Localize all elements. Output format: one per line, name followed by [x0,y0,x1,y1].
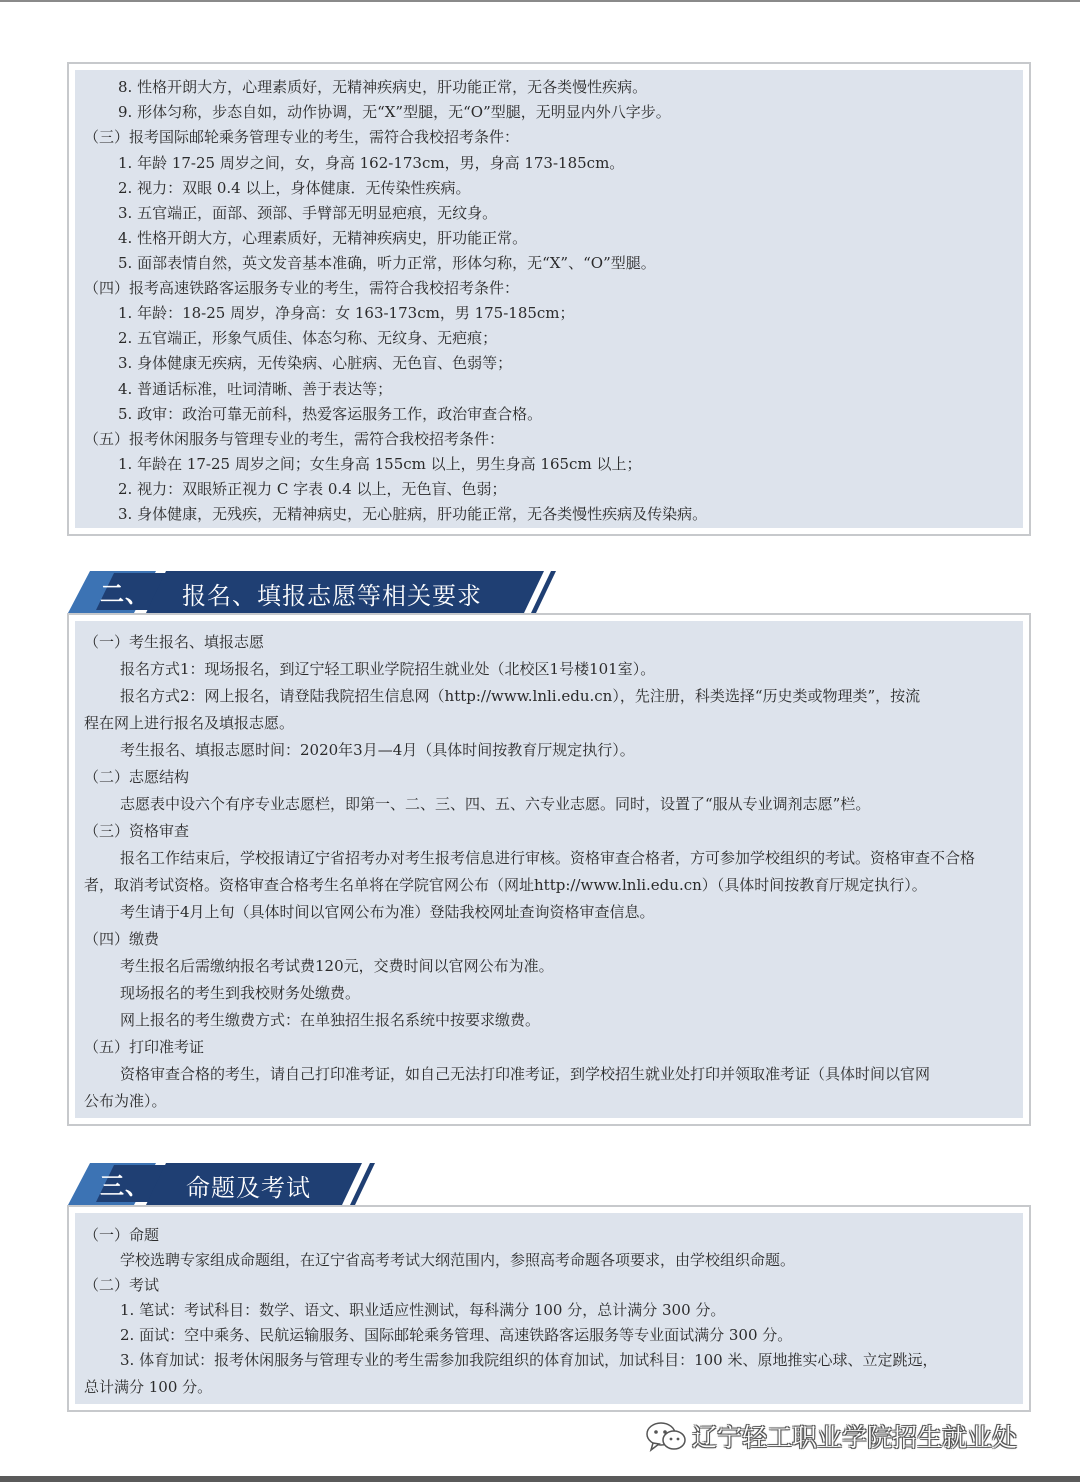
text-line: 网上报名的考生缴费方式：在单独招生报名系统中按要求缴费。 [120,1011,541,1029]
text-line: 1. 年龄：18-25 周岁，净身高：女 163-173cm，男 175-185cm； [118,304,575,322]
section-title: 命题及考试 [186,1174,311,1202]
text-line: 程在网上进行报名及填报志愿。 [84,714,295,732]
text-line: 2. 面试：空中乘务、民航运输服务、国际邮轮乘务管理、高速铁路客运服务等专业面试满分 300 分。 [120,1326,793,1344]
section-banner-3 [68,1160,378,1206]
bottom-border-line [0,1476,1080,1482]
text-line: 1. 年龄在 17-25 周岁之间；女生身高 155cm 以上，男生身高 165cm 以上； [118,455,642,473]
text-line: 5. 面部表情自然，英文发音基本准确，听力正常，形体匀称，无“X”、“O”型腿。 [118,254,656,272]
subsection-heading: （一）考生报名、填报志愿 [84,633,265,651]
section-number: 三、 [100,1172,150,1200]
text-line: 志愿表中设六个有序专业志愿栏，即第一、二、三、四、五、六专业志愿。同时，设置了“服从专业调剂志愿”栏。 [120,795,871,813]
text-line: 1. 笔试：考试科目：数学、语文、职业适应性测试，每科满分 100 分，总计满分 300 分。 [120,1301,726,1319]
text-line: 5. 政审：政治可靠无前科，热爱客运服务工作，政治审查合格。 [118,405,543,423]
text-line: 资格审查合格的考生，请自己打印准考证，如自己无法打印准考证，到学校招生就业处打印并领取准考证（具体时间以官网 [120,1065,931,1083]
subsection-heading: （三）报考国际邮轮乘务管理专业的考生，需符合我校招考条件： [84,128,520,146]
text-line: 3. 体育加试：报考休闲服务与管理专业的考生需参加我院组织的体育加试，加试科目：100 米、原地推实心球、立定跳远， [120,1351,938,1369]
text-line: 9. 形体匀称，步态自如，动作协调，无“X”型腿，无“O”型腿，无明显内外八字步。 [118,103,671,121]
text-line: 总计满分 100 分。 [84,1378,213,1396]
text-line: 3. 五官端正，面部、颈部、手臂部无明显疤痕，无纹身。 [118,204,498,222]
watermark-text: 辽宁轻工职业学院招生就业处 [692,1423,1018,1452]
subsection-heading: （二）志愿结构 [84,768,190,786]
text-line: 2. 五官端正，形象气质佳、体态匀称、无纹身、无疤痕； [118,329,498,347]
top-border-line [0,0,1080,2]
text-line: 2. 视力：双眼矫正视力 C 字表 0.4 以上，无色盲、色弱； [118,480,507,498]
text-line: 报名工作结束后，学校报请辽宁省招考办对考生报考信息进行审核。资格审查合格者，方可参加学校组织的考试。资格审查不合格 [120,849,976,867]
text-line: 报名方式1：现场报名，到辽宁轻工职业学院招生就业处（北校区1号楼101室）。 [120,660,656,678]
section-title: 报名、填报志愿等相关要求 [182,582,482,610]
section-number: 二、 [100,580,150,608]
text-line: 1. 年龄 17-25 周岁之间，女，身高 162-173cm，男，身高 173-185cm。 [118,154,625,172]
text-line: 者，取消考试资格。资格审查合格考生名单将在学院官网公布（网址http://www.lnli.edu.cn）（具体时间按教育厅规定执行）。 [84,876,927,894]
text-line: 3. 身体健康，无残疾，无精神病史，无心脏病，肝功能正常，无各类慢性疾病及传染病。 [118,505,708,523]
subsection-heading: （五）报考休闲服务与管理专业的考生，需符合我校招考条件： [84,430,505,448]
text-line: 4. 普通话标准，吐词清晰、善于表达等； [118,380,393,398]
text-line: 公布为准）。 [84,1092,167,1110]
text-line: 现场报名的考生到我校财务处缴费。 [120,984,361,1002]
subsection-heading: （五）打印准考证 [84,1038,205,1056]
text-line: 考生报名后需缴纳报名考试费120元，交费时间以官网公布为准。 [120,957,554,975]
text-line: 4. 性格开朗大方，心理素质好，无精神疾病史，肝功能正常。 [118,229,528,247]
text-line: 报名方式2：网上报名，请登陆我院招生信息网（http://www.lnli.edu.cn），先注册，科类选择“历史类或物理类”，按流 [120,687,921,705]
subsection-heading: （四）缴费 [84,930,160,948]
text-line: 8. 性格开朗大方，心理素质好，无精神疾病史，肝功能正常，无各类慢性疾病。 [118,78,648,96]
wechat-icon [644,1420,688,1454]
text-line: 考生请于4月上旬（具体时间以官网公布为准）登陆我校网址查询资格审查信息。 [120,903,655,921]
text-line: 考生报名、填报志愿时间：2020年3月—4月（具体时间按教育厅规定执行）。 [120,741,635,759]
subsection-heading: （一）命题 [84,1226,160,1244]
text-line: 2. 视力：双眼 0.4 以上，身体健康．无传染性疾病。 [118,179,471,197]
section-banner-2 [68,568,558,614]
subsection-heading: （三）资格审查 [84,822,190,840]
subsection-heading: （四）报考高速铁路客运服务专业的考生，需符合我校招考条件： [84,279,520,297]
text-line: 学校选聘专家组成命题组，在辽宁省高考考试大纲范围内，参照高考命题各项要求，由学校组织命题。 [120,1251,796,1269]
subsection-heading: （二）考试 [84,1276,160,1294]
text-line: 3. 身体健康无疾病，无传染病、心脏病、无色盲、色弱等； [118,354,513,372]
